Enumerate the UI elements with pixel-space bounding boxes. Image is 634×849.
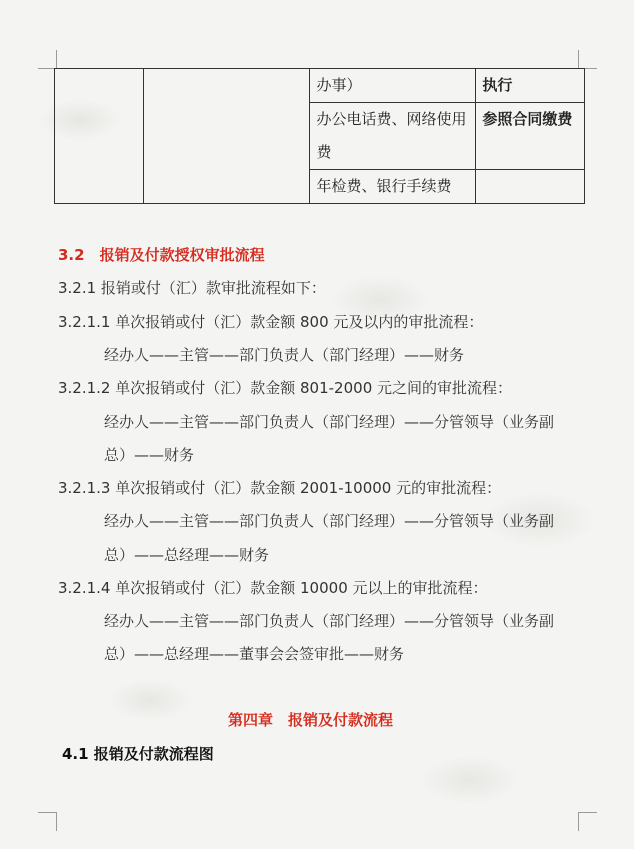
flow-3-2-1-2-line2: 总）——财务: [104, 446, 195, 464]
crop-mark-bottom-left: [38, 812, 57, 831]
section-heading-4-1: 4.1 报销及付款流程图: [62, 745, 214, 763]
table-cell-line: 办公电话费、网络使用: [316, 110, 467, 128]
crop-mark-bottom-right: [578, 812, 597, 831]
flow-3-2-1-4-line1: 经办人——主管——部门负责人（部门经理）——分管领导（业务副: [104, 612, 555, 630]
table-row: [55, 69, 585, 103]
crop-mark-top-right: [578, 50, 597, 69]
table-cell-empty: [55, 69, 144, 204]
paragraph-3-2-1-2: 3.2.1.2 单次报销或付（汇）款金额 801-2000 元之间的审批流程：: [58, 379, 513, 397]
table-cell-rule: 参照合同缴费: [476, 103, 585, 170]
table-cell-rule: 执行: [476, 69, 585, 103]
table-cell-line: 费: [316, 143, 332, 161]
table-cell-item: 办事）: [310, 69, 476, 103]
flow-3-2-1-3-line2: 总）——总经理——财务: [104, 546, 270, 564]
expense-table: [54, 68, 585, 204]
table-cell-item: 年检费、银行手续费: [310, 170, 476, 204]
flow-3-2-1-2-line1: 经办人——主管——部门负责人（部门经理）——分管领导（业务副: [104, 413, 555, 431]
chapter-heading: 第四章 报销及付款流程: [228, 711, 394, 729]
paragraph-3-2-1-4: 3.2.1.4 单次报销或付（汇）款金额 10000 元以上的审批流程：: [58, 579, 488, 597]
table-cell-rule: [476, 170, 585, 204]
paragraph-3-2-1: 3.2.1 报销或付（汇）款审批流程如下：: [58, 279, 326, 297]
flow-3-2-1-3-line1: 经办人——主管——部门负责人（部门经理）——分管领导（业务副: [104, 512, 555, 530]
paragraph-3-2-1-1: 3.2.1.1 单次报销或付（汇）款金额 800 元及以内的审批流程：: [58, 313, 484, 331]
table-cell-empty: [143, 69, 310, 204]
flow-3-2-1-4-line2: 总）——总经理——董事会会签审批——财务: [104, 645, 405, 663]
table-cell-item: [310, 103, 476, 170]
section-heading-3-2: 3.2 报销及付款授权审批流程: [58, 246, 265, 264]
paragraph-3-2-1-3: 3.2.1.3 单次报销或付（汇）款金额 2001-10000 元的审批流程：: [58, 479, 502, 497]
crop-mark-top-left: [38, 50, 57, 69]
flow-3-2-1-1: 经办人——主管——部门负责人（部门经理）——财务: [104, 346, 465, 364]
